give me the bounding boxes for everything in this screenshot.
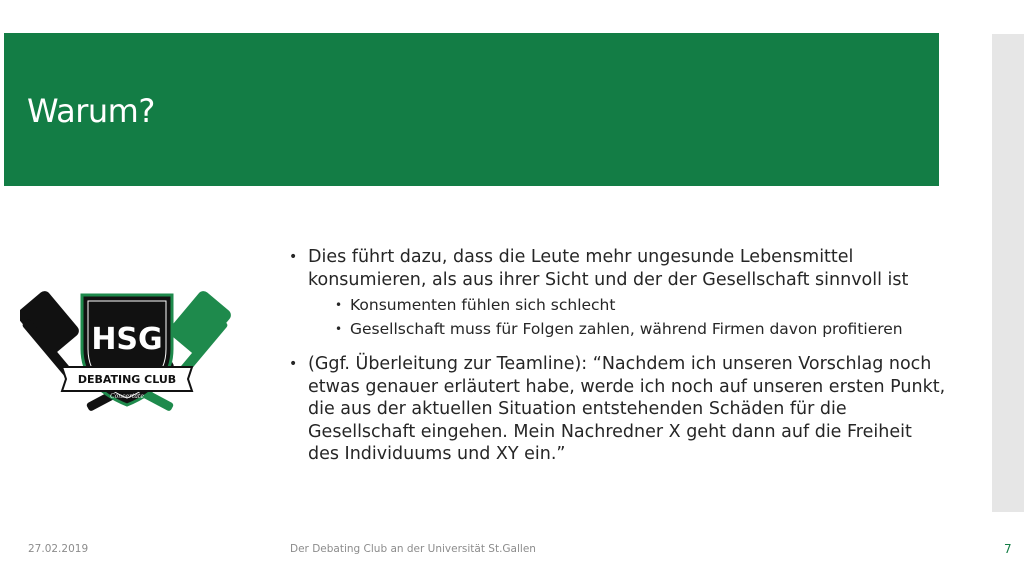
slide-title: Warum?	[27, 92, 155, 130]
hsg-debating-club-logo	[20, 283, 235, 413]
bullet-2-text: (Ggf. Überleitung zur Teamline): “Nachdem ich unseren Vorschlag noch etwas genauer erläutert habe, werde ich noch auf unseren ersten Punkt, die aus der aktuellen Situation entstehenden Schäden für die Gesellschaft eingehen. Mein Nachredner X geht dann auf die Freiheit des Individuums und XY ein.”	[308, 354, 946, 464]
scrollbar-track[interactable]	[992, 34, 1024, 512]
bullet-dot-icon: •	[289, 356, 298, 372]
bullet-1-text: Dies führt dazu, dass die Leute mehr ungesunde Lebensmittel konsumieren, als aus ihrer Sicht und der der Gesellschaft sinnvoll ist	[308, 247, 909, 290]
bullet-1	[288, 246, 948, 291]
footer-date: 27.02.2019	[28, 543, 89, 555]
logo-banner-text: DEBATING CLUB	[77, 373, 177, 386]
sub-bullet-2-text: Gesellschaft muss für Folgen zahlen, während Firmen davon profitieren	[350, 320, 903, 338]
bullet-dot-icon: •	[289, 249, 298, 265]
footer-title: Der Debating Club an der Universität St.Gallen	[290, 543, 536, 555]
content-area	[288, 246, 948, 466]
bullet-dot-icon: •	[335, 322, 343, 336]
page-number: 7	[1004, 542, 1012, 556]
bullet-dot-icon: •	[335, 298, 343, 312]
sub-bullet-2	[288, 319, 948, 339]
sub-bullet-1-text: Konsumenten fühlen sich schlecht	[350, 296, 616, 314]
bullet-2	[288, 353, 948, 466]
logo-initials: HSG	[91, 322, 163, 357]
sub-bullet-1	[288, 295, 948, 315]
logo-motto: Concertate	[110, 393, 144, 400]
